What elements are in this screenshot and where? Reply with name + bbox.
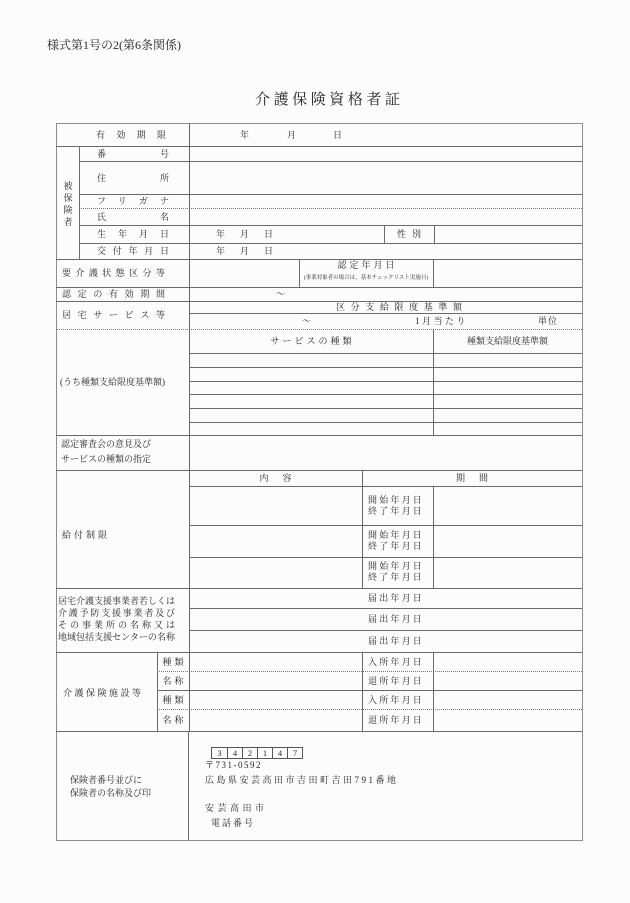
- benefit-limit-label: 区分支給限度基準額: [336, 302, 462, 312]
- admission-date-label: 入所年月日: [368, 695, 425, 705]
- facility-label: 介護保険施設等: [63, 688, 141, 698]
- insurer-number-digit: 4: [272, 748, 287, 758]
- insured-number-label: 番号: [97, 149, 169, 159]
- end-date-label: 終了年月日: [368, 506, 425, 516]
- insurer-number-digit: 2: [242, 748, 257, 758]
- birth-year-unit: 年: [216, 229, 226, 239]
- period-column-header: 期間: [455, 473, 502, 483]
- certification-date-label: 認定年月日: [337, 260, 398, 270]
- care-support-label-line: その事業所の名称又は: [58, 620, 175, 630]
- insured-group-char: 者: [63, 217, 73, 227]
- issue-month-unit: 月: [240, 246, 250, 256]
- issue-year-unit: 年: [216, 246, 226, 256]
- home-service-separator: ～: [302, 316, 312, 326]
- end-date-label: 終了年月日: [368, 541, 425, 551]
- facility-name-label: 名称: [162, 676, 187, 686]
- form-number: 様式第1号の2(第6条関係): [47, 38, 181, 52]
- care-level-label: 要介護状態区分等: [62, 268, 165, 278]
- validity-day-unit: 日: [333, 130, 343, 140]
- insured-group-char: 被: [63, 181, 73, 191]
- validity-label: 有効期限: [96, 130, 166, 140]
- benefit-restriction-label: 給付制限: [62, 530, 111, 540]
- per-month-label: 1月当たり: [415, 316, 469, 326]
- validity-month-unit: 月: [287, 130, 297, 140]
- limit-amount-column-header: 種類支給限度基準額: [466, 336, 548, 346]
- insurer-postal-code: 〒731-0592: [205, 760, 262, 770]
- birth-month-unit: 月: [240, 229, 250, 239]
- insurer-address: 広島県安芸高田市吉田町吉田791番地: [205, 775, 399, 785]
- issue-date-label: 交付年月日: [97, 246, 169, 256]
- notification-date-label: 届出年月日: [368, 614, 425, 624]
- certification-date-note: (事業対象者の場合は，基本チェックリスト実施日): [303, 275, 429, 281]
- validity-year-unit: 年: [240, 130, 250, 140]
- end-date-label: 終了年月日: [368, 572, 425, 582]
- facility-type-label: 種類: [162, 695, 187, 705]
- insurer-number-digit: 4: [227, 748, 242, 758]
- insured-name-label: 氏名: [97, 212, 169, 222]
- care-support-label-line: 介護予防支援事業者及び: [58, 608, 175, 618]
- insurer-name: 安芸高田市: [205, 803, 268, 813]
- certification-period-label: 認定の有効期間: [62, 289, 165, 299]
- discharge-date-label: 退所年月日: [368, 715, 425, 725]
- issue-day-unit: 日: [264, 246, 274, 256]
- service-limits-label: (うち種類支給限度基準額): [60, 377, 165, 387]
- insurer-number-digit: 7: [287, 748, 302, 758]
- birth-date-label: 生年月日: [97, 229, 169, 239]
- sex-label: 性別: [397, 229, 421, 239]
- care-support-label-line: 居宅介護支援事業者若しくは: [58, 596, 176, 606]
- insurer-number-boxes: [211, 747, 303, 759]
- admission-date-label: 入所年月日: [368, 657, 425, 667]
- start-date-label: 開始年月日: [368, 561, 425, 571]
- insured-group-char: 険: [63, 205, 73, 215]
- certification-period-separator: ～: [276, 289, 286, 299]
- facility-name-label: 名称: [162, 715, 187, 725]
- birth-day-unit: 日: [264, 229, 274, 239]
- facility-type-label: 種類: [162, 657, 187, 667]
- insurer-number-digit: 1: [257, 748, 272, 758]
- insured-group-char: 保: [63, 193, 73, 203]
- home-service-label: 居宅サービス等: [62, 310, 165, 320]
- unit-label: 単位: [538, 316, 559, 326]
- notification-date-label: 届出年月日: [368, 636, 425, 646]
- care-support-label-line: 地域包括支援センターの名称: [58, 632, 175, 642]
- insurer-label-line: 保険者番号並びに: [70, 775, 143, 785]
- start-date-label: 開始年月日: [368, 495, 425, 505]
- start-date-label: 開始年月日: [368, 530, 425, 540]
- insured-furigana-label: フリガナ: [97, 196, 169, 206]
- committee-opinion-label-line: サービスの種類の指定: [61, 454, 152, 464]
- insurer-label-line: 保険者の名称及び印: [70, 788, 152, 798]
- insurer-number-digit: 3: [217, 748, 222, 758]
- service-type-column-header: サービスの種類: [270, 336, 355, 346]
- discharge-date-label: 退所年月日: [368, 676, 425, 686]
- committee-opinion-label-line: 認定審査会の意見及び: [61, 439, 152, 449]
- insurer-phone-label: 電話番号: [211, 818, 256, 828]
- content-column-header: 内容: [259, 473, 306, 483]
- notification-date-label: 届出年月日: [368, 593, 425, 603]
- document-title: 介護保険資格者証: [255, 92, 400, 108]
- insured-address-label: 住所: [97, 173, 169, 183]
